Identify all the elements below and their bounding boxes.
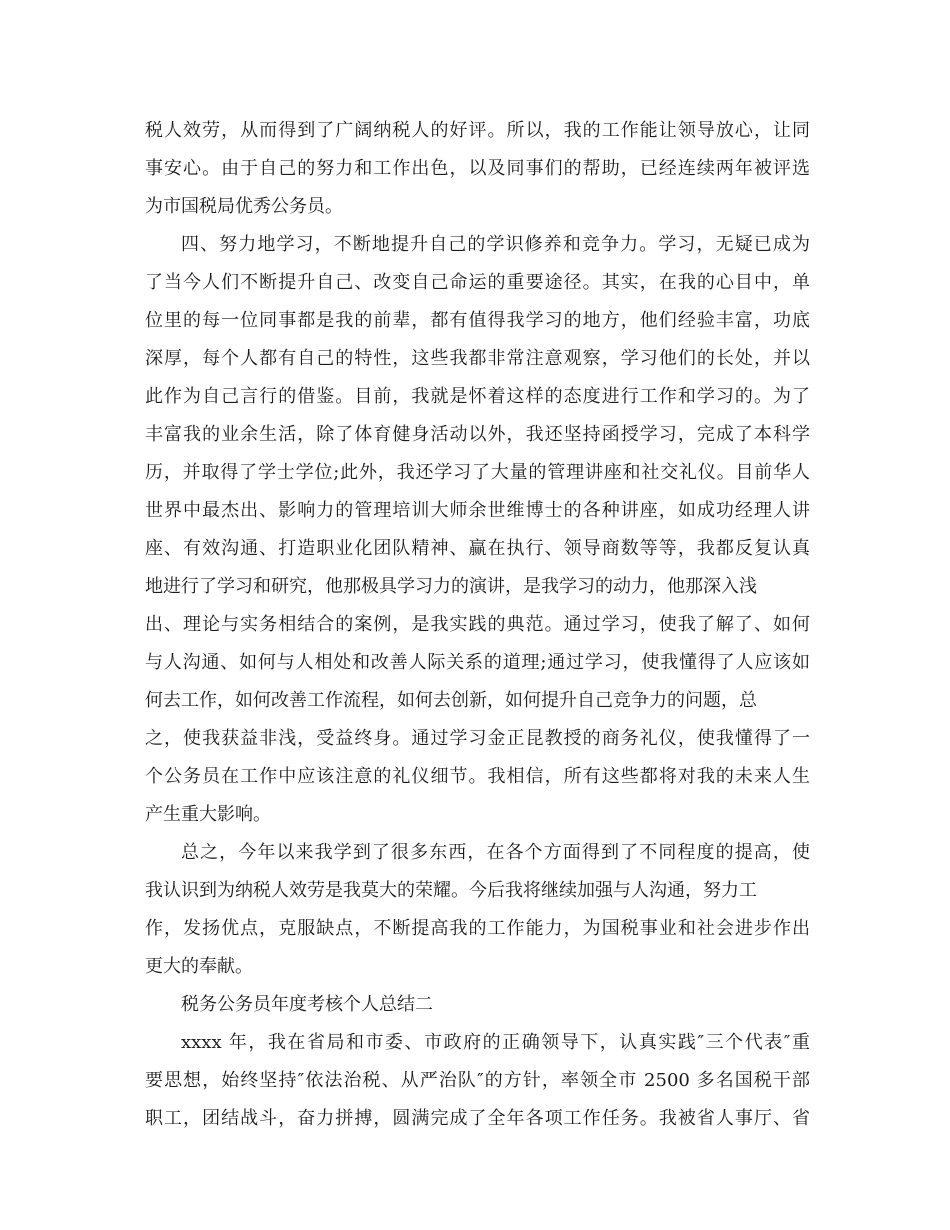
text-line: 何去工作，如何改善工作流程，如何去创新，如何提升自己竞争力的问题，总 (145, 690, 757, 711)
text-line: 之，使我获益非浅，受益终身。通过学习金正昆教授的商务礼仪，使我懂得了一 (145, 728, 810, 749)
text-line: 事安心。由于自己的努力和工作出色，以及同事们的帮助，已经连续两年被评选 (145, 158, 810, 179)
text-line: 要思想，始终坚持″依法治税、从严治队″的方针，率领全市 2500 多名国税干部 (145, 1070, 810, 1091)
text-line: 税人效劳，从而得到了广阔纳税人的好评。所以，我的工作能让领导放心，让同 (145, 120, 810, 141)
text-line: 产生重大影响。 (145, 804, 271, 825)
section-heading: 税务公务员年度考核个人总结二 (181, 994, 433, 1015)
text-line: 历，并取得了学士学位;此外，我还学习了大量的管理讲座和社交礼仪。目前华人 (145, 462, 810, 483)
text-line: 个公务员在工作中应该注意的礼仪细节。我相信，所有这些都将对我的未来人生 (145, 766, 810, 787)
text-line: 此作为自己言行的借鉴。目前，我就是怀着这样的态度进行工作和学习的。为了 (145, 386, 810, 407)
text-line: 我认识到为纳税人效劳是我莫大的荣耀。今后我将继续加强与人沟通，努力工 (145, 880, 757, 901)
text-line: 地进行了学习和研究，他那极具学习力的演讲，是我学习的动力，他那深入浅 (145, 576, 757, 597)
paragraph-first-line: xxxx 年，我在省局和市委、市政府的正确领导下，认真实践″三个代表″重 (181, 1032, 810, 1053)
text-line: 职工，团结战斗，奋力拼搏，圆满完成了全年各项工作任务。我被省人事厅、省 (145, 1108, 810, 1129)
text-line: 世界中最杰出、影响力的管理培训大师余世维博士的各种讲座，如成功经理人讲 (145, 500, 810, 521)
text-line: 位里的每一位同事都是我的前辈，都有值得我学习的地方，他们经验丰富，功底 (145, 310, 810, 331)
text-line: 深厚，每个人都有自己的特性，这些我都非常注意观察，学习他们的长处，并以 (145, 348, 810, 369)
paragraph-first-line: 总之，今年以来我学到了很多东西，在各个方面得到了不同程度的提高，使 (181, 842, 810, 863)
text-line: 为市国税局优秀公务员。 (145, 196, 343, 217)
text-line: 作，发扬优点，克服缺点，不断提高我的工作能力，为国税事业和社会进步作出 (145, 918, 810, 939)
text-line: 出、理论与实务相结合的案例，是我实践的典范。通过学习，使我了解了、如何 (145, 614, 810, 635)
text-line: 丰富我的业余生活，除了体育健身活动以外，我还坚持函授学习，完成了本科学 (145, 424, 810, 445)
text-line: 与人沟通、如何与人相处和改善人际关系的道理;通过学习，使我懂得了人应该如 (145, 652, 810, 673)
text-line: 了当今人们不断提升自己、改变自己命运的重要途径。其实，在我的心目中，单 (145, 272, 810, 293)
document-body (145, 112, 810, 1138)
paragraph-first-line: 四、努力地学习，不断地提升自己的学识修养和竞争力。学习，无疑已成为 (181, 234, 810, 255)
text-line: 座、有效沟通、打造职业化团队精神、赢在执行、领导商数等等，我都反复认真 (145, 538, 810, 559)
text-line: 更大的奉献。 (145, 956, 253, 977)
